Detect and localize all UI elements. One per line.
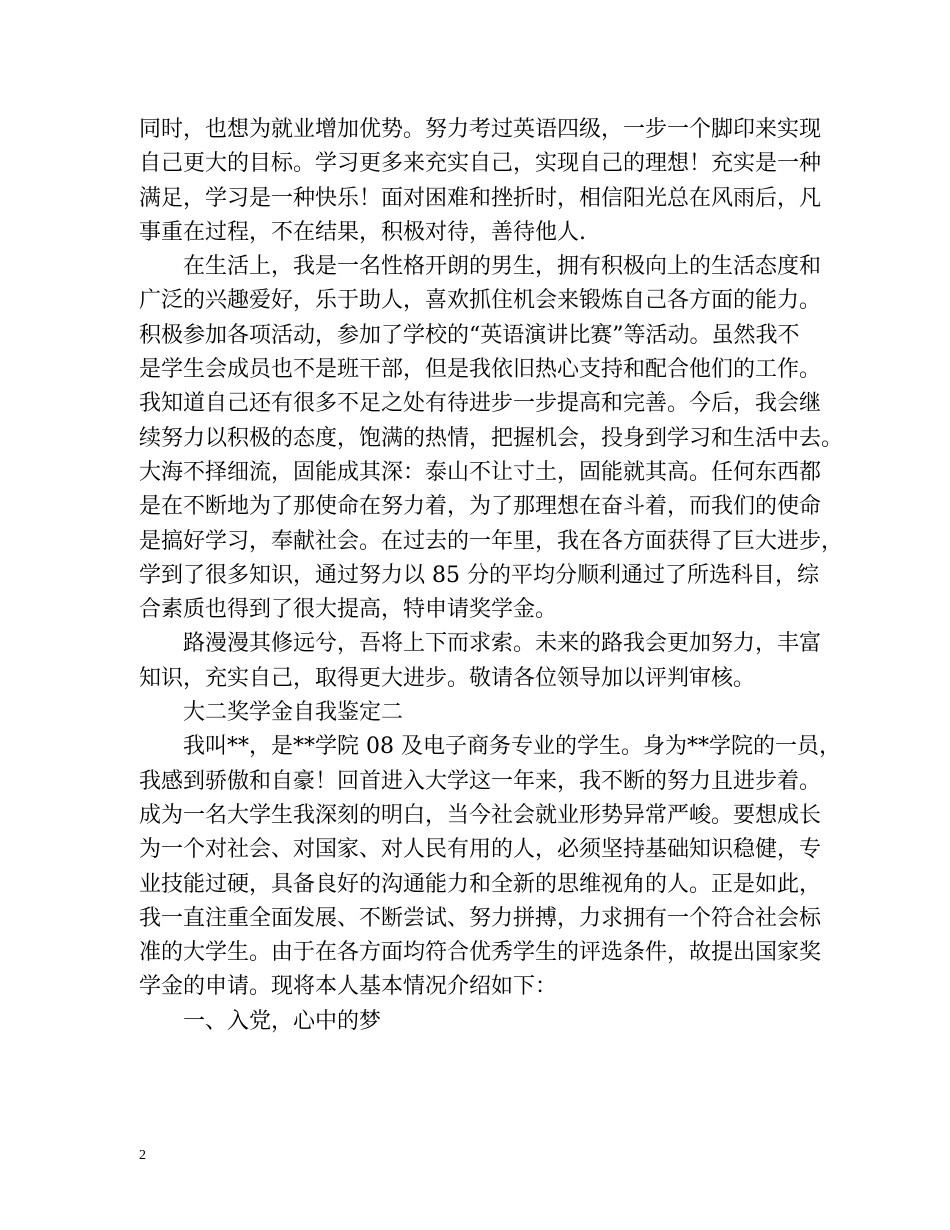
text-line: 我知道自己还有很多不足之处有待进步一步提高和完善。今后，我会继: [139, 391, 822, 417]
text-line: 同时，也想为就业增加优势。努力考过英语四级，一步一个脚印来实现: [139, 117, 822, 142]
text-line: 是学生会成员也不是班干部，但是我依旧热心支持和配合他们的工作。: [139, 357, 822, 383]
page-number: 2: [139, 1148, 146, 1163]
text-line: 事重在过程，不在结果，积极对待，善待他人.: [139, 219, 586, 245]
text-line: 成为一名大学生我深刻的明白，当今社会就业形势异常严峻。要想成长: [139, 802, 822, 828]
text-line: 知识，充实自己，取得更大进步。敬请各位领导加以评判审核。: [139, 665, 756, 691]
text-line: 为一个对社会、对国家、对人民有用的人，必须坚持基础知识稳健，专: [139, 837, 822, 863]
text-line: 满足，学习是一种快乐！面对困难和挫折时，相信阳光总在风雨后，凡: [139, 185, 822, 211]
text-line: 学到了很多知识，通过努力以 85 分的平均分顺利通过了所选科目，综: [139, 562, 819, 588]
body-text: [139, 113, 844, 1039]
text-line: 路漫漫其修远兮，吾将上下而求索。未来的路我会更加努力，丰富: [183, 631, 822, 657]
text-line: 是在不断地为了那使命在努力着，为了那理想在奋斗着，而我们的使命: [139, 494, 822, 520]
text-line: 准的大学生。由于在各方面均符合优秀学生的评选条件，故提出国家奖: [139, 940, 822, 966]
text-line: 我叫**，是**学院 08 及电子商务专业的学生。身为**学院的一员，: [183, 734, 841, 760]
text-line: 在生活上，我是一名性格开朗的男生，拥有积极向上的生活态度和: [183, 254, 822, 280]
text-line: 一、入党，心中的梦: [183, 1008, 382, 1034]
text-line: 积极参加各项活动，参加了学校的“英语演讲比赛”等活动。虽然我不: [139, 322, 800, 348]
text-line: 我一直注重全面发展、不断尝试、努力拼搏，力求拥有一个符合社会标: [139, 905, 822, 931]
text-line: 是搞好学习，奉献社会。在过去的一年里，我在各方面获得了巨大进步，: [139, 528, 844, 554]
text-line: 广泛的兴趣爱好，乐于助人，喜欢抓住机会来锻炼自己各方面的能力。: [139, 288, 822, 314]
text-line: 学金的申请。现将本人基本情况介绍如下：: [139, 974, 558, 1000]
text-line: 自己更大的目标。学习更多来充实自己，实现自己的理想！充实是一种: [139, 151, 822, 177]
text-line: 合素质也得到了很大提高，特申请奖学金。: [139, 597, 558, 623]
text-line: 业技能过硬，具备良好的沟通能力和全新的思维视角的人。正是如此，: [139, 871, 822, 897]
text-line: 大海不择细流，固能成其深：泰山不让寸土，固能就其高。任何东西都: [139, 459, 822, 485]
text-line: 大二奖学金自我鉴定二: [183, 700, 404, 726]
text-line: 我感到骄傲和自豪！回首进入大学这一年来，我不断的努力且进步着。: [139, 768, 822, 794]
text-line: 续努力以积极的态度，饱满的热情，把握机会，投身到学习和生活中去。: [139, 425, 844, 451]
